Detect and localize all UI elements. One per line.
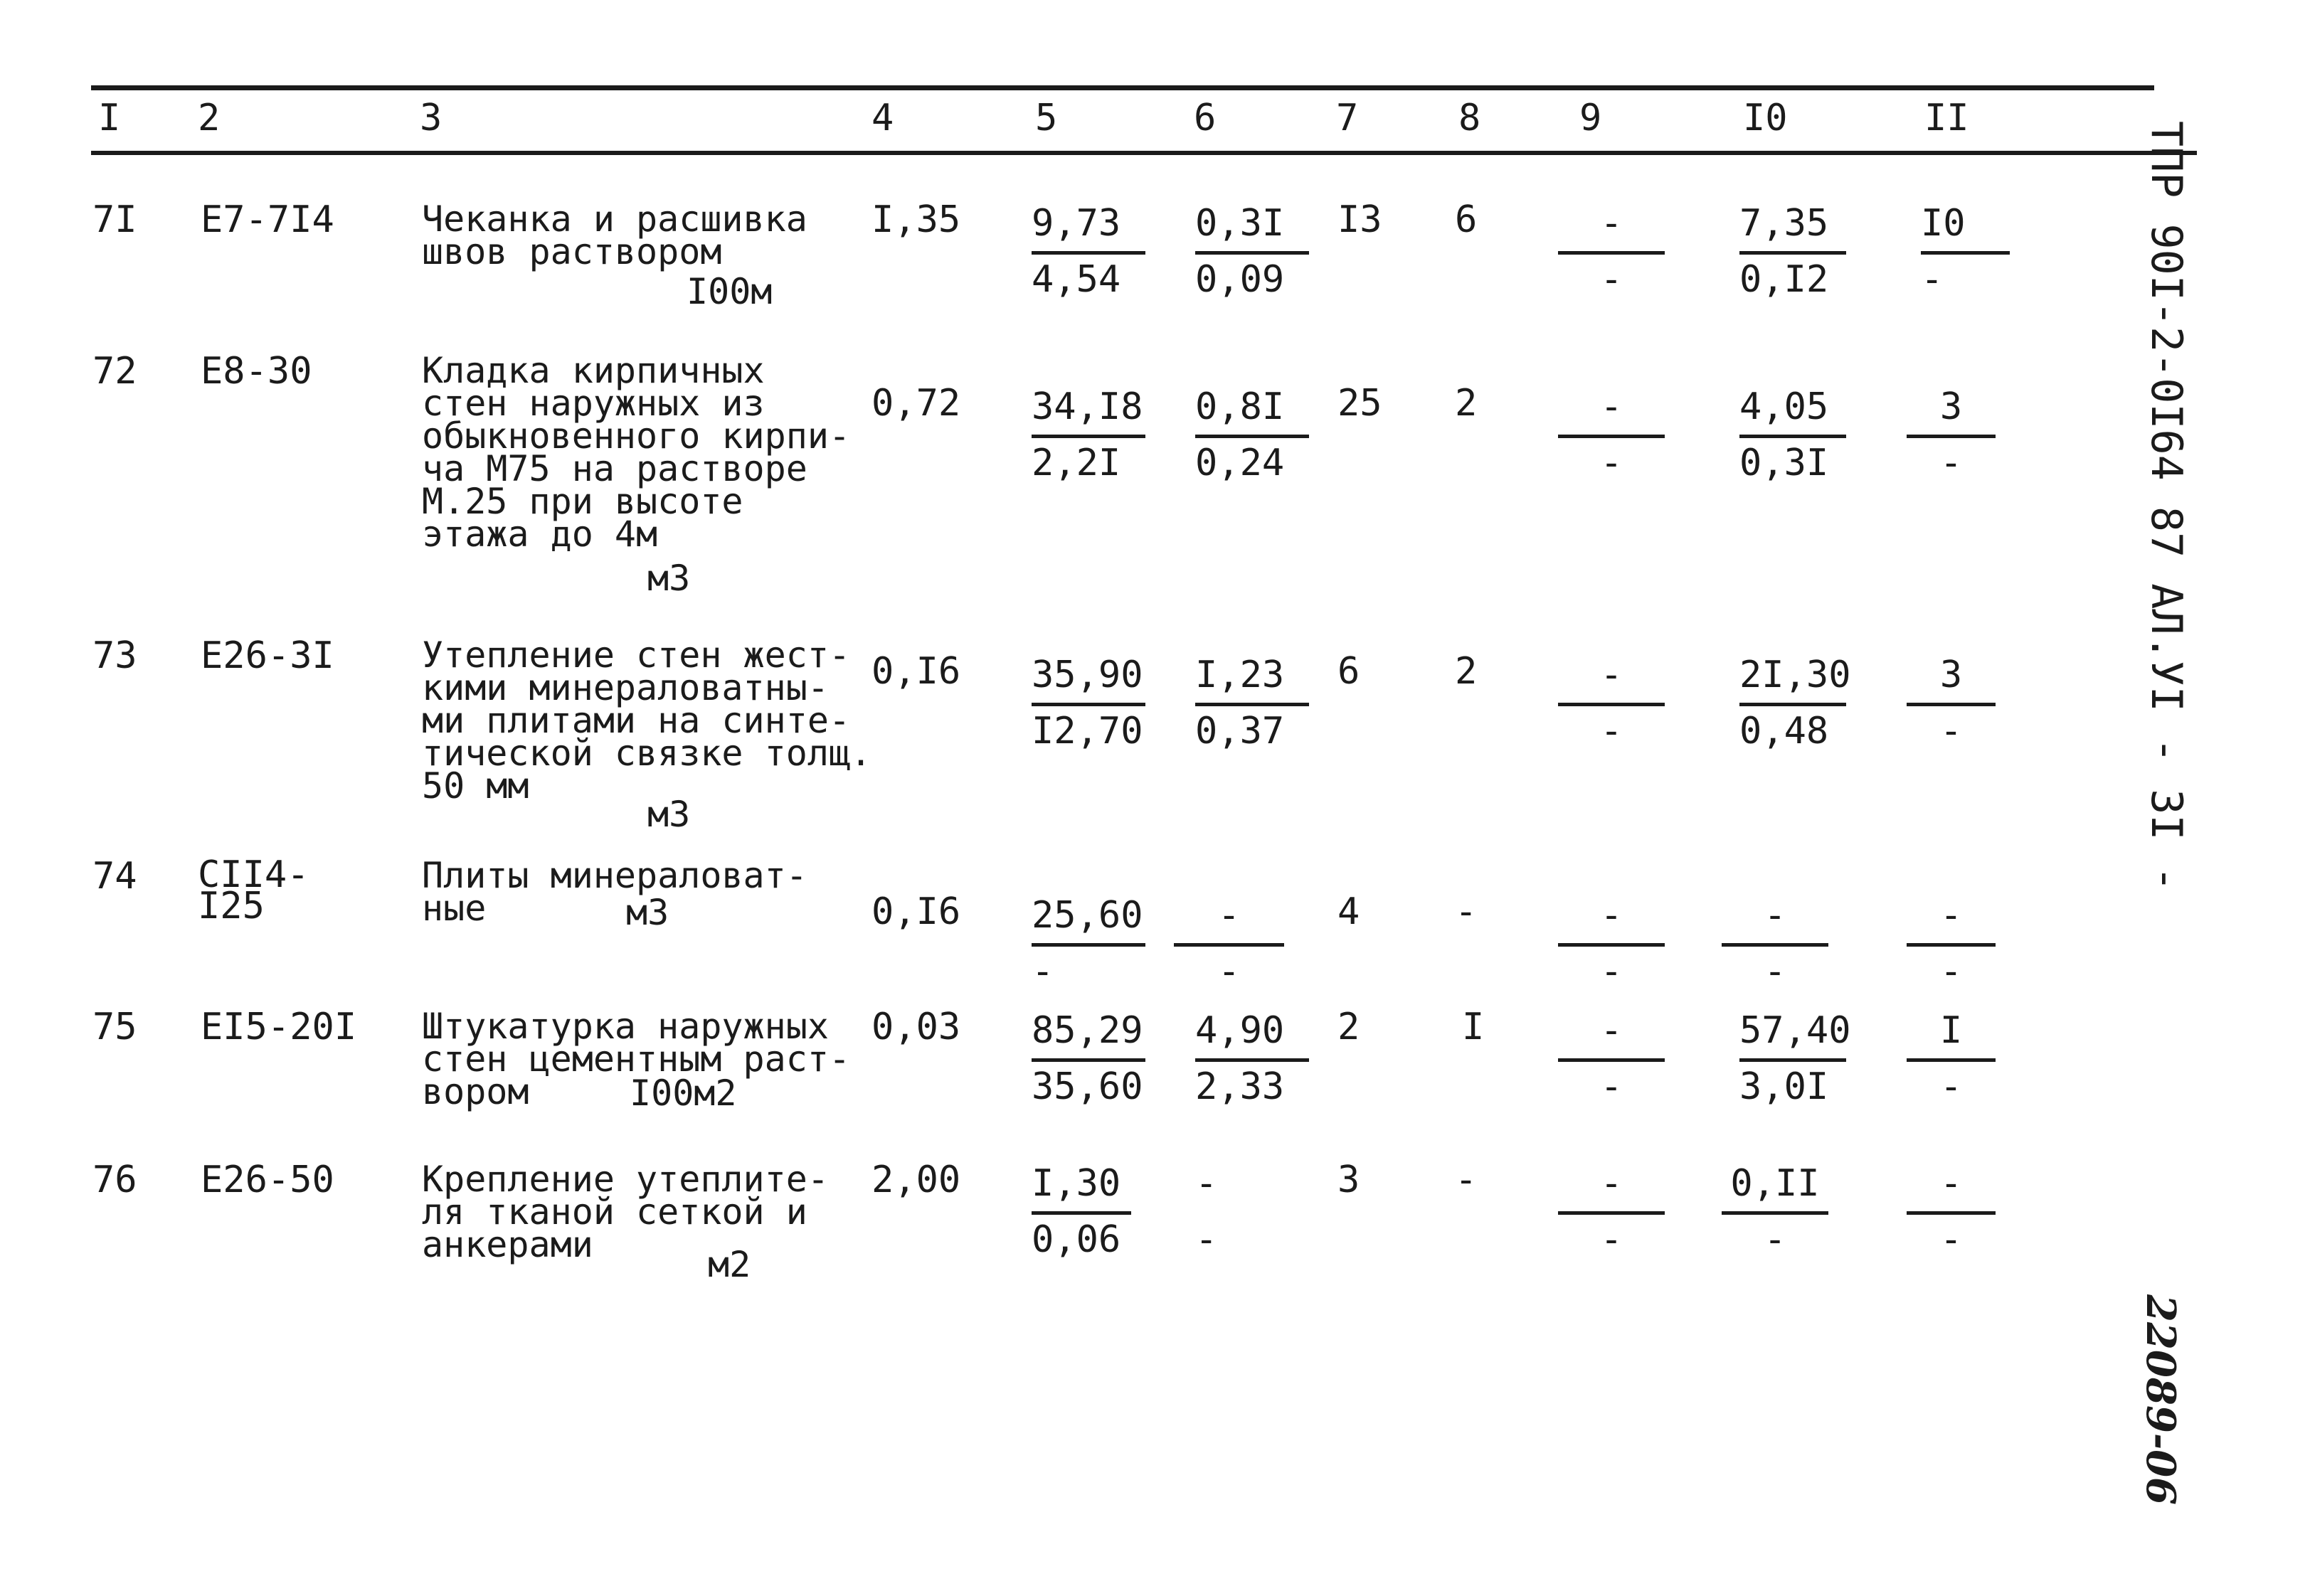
fraction-bar bbox=[1195, 435, 1309, 438]
col7-value: 4 bbox=[1337, 890, 1360, 933]
col5-fraction bbox=[1032, 654, 1145, 757]
fraction-bottom: 4,54 bbox=[1032, 258, 1121, 301]
column-header: 5 bbox=[1035, 97, 1058, 139]
fraction-bar bbox=[1195, 1058, 1309, 1062]
fraction-top: - bbox=[1939, 894, 1963, 937]
fraction-bar bbox=[1558, 703, 1665, 706]
fraction-top: 0,3I bbox=[1195, 202, 1285, 245]
col5-fraction bbox=[1032, 386, 1145, 489]
col5-fraction bbox=[1032, 1010, 1145, 1113]
work-description: Крепление утеплите- ля тканой сеткой и анкерами bbox=[422, 1159, 829, 1265]
col10-fraction bbox=[1739, 386, 1846, 489]
col11-fraction bbox=[1907, 1010, 1996, 1113]
col10-fraction bbox=[1722, 895, 1828, 998]
row-number: 74 bbox=[92, 855, 137, 898]
column-header: I0 bbox=[1743, 97, 1788, 139]
fraction-top: I0 bbox=[1921, 202, 1966, 245]
fraction-top: 0,8I bbox=[1195, 385, 1285, 428]
fraction-top: 85,29 bbox=[1032, 1009, 1143, 1052]
col7-value: I3 bbox=[1337, 198, 1382, 241]
col7-value: 25 bbox=[1337, 382, 1382, 425]
fraction-top: - bbox=[1600, 894, 1623, 937]
fraction-bar bbox=[1907, 435, 1996, 438]
fraction-bottom: 0,3I bbox=[1739, 442, 1829, 484]
table-header-rule bbox=[91, 151, 2197, 155]
work-description: Штукатурка наружных стен цементным раст- вором bbox=[422, 1006, 851, 1112]
fraction-bar bbox=[1032, 1058, 1145, 1062]
row-number: 73 bbox=[92, 634, 137, 677]
fraction-bar bbox=[1558, 435, 1665, 438]
fraction-top: - bbox=[1600, 1162, 1623, 1205]
fraction-bottom: - bbox=[1195, 1218, 1218, 1261]
row-number: 76 bbox=[92, 1159, 137, 1201]
fraction-bar bbox=[1907, 943, 1996, 947]
fraction-top: 4,90 bbox=[1195, 1009, 1285, 1052]
fraction-bar bbox=[1032, 251, 1145, 255]
quantity-value: I,35 bbox=[871, 198, 961, 241]
work-description: Кладка кирпичных стен наружных из обыкновенного кирпи- ча М75 на растворе М.25 при высоте этажа до 4м bbox=[422, 350, 851, 555]
fraction-bottom: 0,24 bbox=[1195, 442, 1285, 484]
table-top-rule bbox=[91, 85, 2154, 90]
col9-fraction bbox=[1558, 203, 1665, 306]
row-number: 72 bbox=[92, 350, 137, 393]
fraction-bottom: 0,37 bbox=[1195, 710, 1285, 752]
norm-code: СII4- I25 bbox=[198, 853, 309, 927]
col9-fraction bbox=[1558, 386, 1665, 489]
fraction-top: 2I,30 bbox=[1739, 654, 1851, 696]
unit-label: м3 bbox=[647, 558, 691, 599]
column-header: 6 bbox=[1194, 97, 1217, 139]
fraction-top: - bbox=[1600, 654, 1623, 696]
fraction-bottom: - bbox=[1764, 950, 1786, 993]
column-header: 4 bbox=[871, 97, 894, 139]
norm-code: Е7-7I4 bbox=[201, 198, 334, 241]
fraction-bar bbox=[1032, 1211, 1131, 1215]
fraction-bar bbox=[1907, 1211, 1996, 1215]
row-number: 7I bbox=[92, 198, 137, 241]
fraction-top: 34,I8 bbox=[1032, 385, 1143, 428]
col5-fraction bbox=[1032, 895, 1145, 998]
fraction-bottom: - bbox=[1939, 1065, 1963, 1108]
fraction-top: I,30 bbox=[1032, 1162, 1121, 1205]
col9-fraction bbox=[1558, 1163, 1665, 1266]
fraction-top: - bbox=[1600, 202, 1623, 245]
column-header: 9 bbox=[1579, 97, 1602, 139]
fraction-top: 25,60 bbox=[1032, 894, 1143, 937]
column-header: 2 bbox=[198, 97, 221, 139]
fraction-bottom: 0,06 bbox=[1032, 1218, 1121, 1261]
fraction-bar bbox=[1558, 1211, 1665, 1215]
col11-fraction bbox=[1921, 203, 2010, 306]
fraction-bottom: - bbox=[1921, 258, 1944, 301]
norm-code: ЕI5-20I bbox=[201, 1006, 357, 1048]
col10-fraction bbox=[1739, 654, 1851, 757]
fraction-bar bbox=[1739, 435, 1846, 438]
fraction-bar bbox=[1195, 703, 1309, 706]
fraction-bar bbox=[1907, 703, 1996, 706]
fraction-bar bbox=[1032, 435, 1145, 438]
fraction-bottom: - bbox=[1600, 1065, 1623, 1108]
norm-code: Е26-50 bbox=[201, 1159, 334, 1201]
fraction-bar bbox=[1722, 1211, 1828, 1215]
col11-fraction bbox=[1907, 1163, 1996, 1266]
col8-value: - bbox=[1455, 890, 1478, 933]
col11-fraction bbox=[1907, 895, 1996, 998]
fraction-bar bbox=[1921, 251, 2010, 255]
fraction-bar bbox=[1739, 251, 1846, 255]
fraction-bottom: - bbox=[1939, 950, 1963, 993]
fraction-bar bbox=[1195, 251, 1309, 255]
fraction-top: 4,05 bbox=[1739, 385, 1829, 428]
fraction-top: 7,35 bbox=[1739, 202, 1829, 245]
fraction-bottom: 35,60 bbox=[1032, 1065, 1143, 1108]
fraction-bottom: 0,48 bbox=[1739, 710, 1829, 752]
col7-value: 2 bbox=[1337, 1006, 1360, 1048]
quantity-value: 0,72 bbox=[871, 382, 961, 425]
column-header: 7 bbox=[1336, 97, 1359, 139]
fraction-top: - bbox=[1217, 894, 1241, 937]
unit-label: м2 bbox=[708, 1244, 751, 1285]
column-header: I bbox=[98, 97, 121, 139]
column-header: 8 bbox=[1458, 97, 1481, 139]
fraction-bar bbox=[1174, 943, 1284, 947]
fraction-bottom: I2,70 bbox=[1032, 710, 1143, 752]
side-title-block bbox=[2134, 121, 2198, 974]
col8-value: - bbox=[1455, 1159, 1478, 1201]
quantity-value: 0,I6 bbox=[871, 890, 961, 933]
col9-fraction bbox=[1558, 895, 1665, 998]
fraction-bar bbox=[1722, 943, 1828, 947]
fraction-bar bbox=[1032, 703, 1145, 706]
col10-fraction bbox=[1722, 1163, 1828, 1266]
col8-value: I bbox=[1462, 1006, 1485, 1048]
fraction-bottom: - bbox=[1939, 442, 1963, 484]
norm-code: Е26-3I bbox=[201, 634, 334, 677]
fraction-bottom: - bbox=[1600, 258, 1623, 301]
unit-label: м3 bbox=[626, 892, 669, 933]
col8-value: 2 bbox=[1455, 382, 1478, 425]
column-header: 3 bbox=[420, 97, 443, 139]
fraction-bottom: - bbox=[1600, 442, 1623, 484]
fraction-bottom: 2,2I bbox=[1032, 442, 1121, 484]
fraction-top: - bbox=[1764, 894, 1786, 937]
col10-fraction bbox=[1739, 203, 1846, 306]
fraction-top: 35,90 bbox=[1032, 654, 1143, 696]
fraction-top: 3 bbox=[1939, 654, 1963, 696]
col6-fraction bbox=[1195, 1010, 1309, 1113]
fraction-top: - bbox=[1600, 1009, 1623, 1052]
fraction-top: - bbox=[1195, 1162, 1218, 1205]
fraction-bar bbox=[1739, 1058, 1846, 1062]
inventory-stamp: 22089-06 bbox=[2137, 1294, 2184, 1505]
fraction-bottom: 0,I2 bbox=[1739, 258, 1829, 301]
col5-fraction bbox=[1032, 203, 1145, 306]
work-description: Плиты минераловат- ные bbox=[422, 855, 807, 929]
col6-fraction bbox=[1174, 895, 1284, 998]
col8-value: 2 bbox=[1455, 650, 1478, 693]
work-description: Чеканка и расшивка швов раствором bbox=[422, 198, 807, 272]
col6-fraction bbox=[1195, 386, 1309, 489]
work-description: Утепление стен жест- кими минераловатны- ми плитами на синте- тической связке толщ. 50 мм bbox=[422, 634, 872, 807]
fraction-bottom: - bbox=[1600, 950, 1623, 993]
quantity-value: 0,03 bbox=[871, 1006, 961, 1048]
fraction-bar bbox=[1558, 943, 1665, 947]
col8-value: 6 bbox=[1455, 198, 1478, 241]
fraction-bottom: - bbox=[1939, 710, 1963, 752]
document-code-label: ТПР 90I-2-0I64 87 АЛ.УI - 3I - bbox=[2141, 121, 2191, 892]
col7-value: 3 bbox=[1337, 1159, 1360, 1201]
unit-label: I00м2 bbox=[630, 1073, 737, 1114]
unit-label: м3 bbox=[647, 794, 691, 835]
fraction-bottom: - bbox=[1032, 950, 1054, 993]
fraction-bar bbox=[1032, 943, 1145, 947]
fraction-top: 3 bbox=[1939, 385, 1963, 428]
fraction-top: 0,II bbox=[1730, 1162, 1820, 1205]
fraction-bar bbox=[1195, 1211, 1224, 1215]
row-number: 75 bbox=[92, 1006, 137, 1048]
fraction-bottom: - bbox=[1600, 1218, 1623, 1261]
col9-fraction bbox=[1558, 654, 1665, 757]
fraction-bottom: 2,33 bbox=[1195, 1065, 1285, 1108]
quantity-value: 0,I6 bbox=[871, 650, 961, 693]
col9-fraction bbox=[1558, 1010, 1665, 1113]
fraction-bottom: 0,09 bbox=[1195, 258, 1285, 301]
fraction-bottom: - bbox=[1600, 710, 1623, 752]
col6-fraction bbox=[1195, 203, 1309, 306]
column-header: II bbox=[1924, 97, 1969, 139]
fraction-bottom: - bbox=[1217, 950, 1241, 993]
norm-code: Е8-30 bbox=[201, 350, 312, 393]
fraction-bottom: - bbox=[1764, 1218, 1786, 1261]
col7-value: 6 bbox=[1337, 650, 1360, 693]
fraction-bar bbox=[1907, 1058, 1996, 1062]
fraction-bar bbox=[1558, 251, 1665, 255]
col6-fraction bbox=[1195, 1163, 1224, 1266]
col5-fraction bbox=[1032, 1163, 1131, 1266]
fraction-bar bbox=[1558, 1058, 1665, 1062]
fraction-top: 9,73 bbox=[1032, 202, 1121, 245]
fraction-top: 57,40 bbox=[1739, 1009, 1851, 1052]
col10-fraction bbox=[1739, 1009, 1851, 1113]
col11-fraction bbox=[1907, 654, 1996, 757]
fraction-top: - bbox=[1939, 1162, 1963, 1205]
col6-fraction bbox=[1195, 654, 1309, 757]
fraction-bottom: 3,0I bbox=[1739, 1065, 1829, 1108]
unit-label: I00м bbox=[687, 271, 773, 312]
fraction-bottom: - bbox=[1939, 1218, 1963, 1261]
fraction-top: I,23 bbox=[1195, 654, 1285, 696]
fraction-bar bbox=[1739, 703, 1846, 706]
col11-fraction bbox=[1907, 386, 1996, 489]
quantity-value: 2,00 bbox=[871, 1159, 961, 1201]
fraction-top: I bbox=[1939, 1009, 1963, 1052]
fraction-top: - bbox=[1600, 385, 1623, 428]
